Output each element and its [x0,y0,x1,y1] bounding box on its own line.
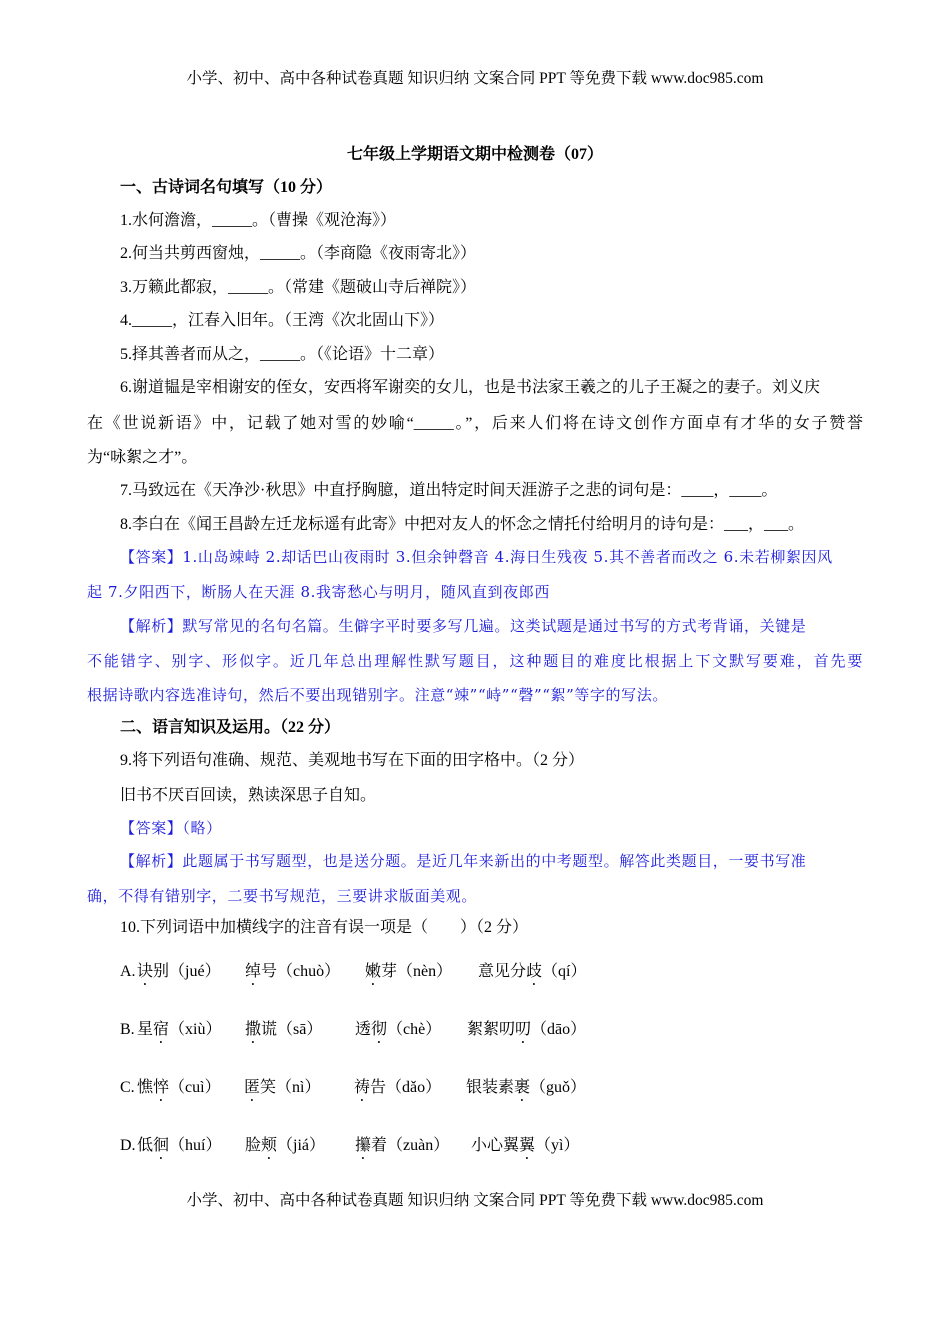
question-1: 1.水何澹澹，_____。（曹操《观沧海》） [120,212,397,229]
emphasized-char: 彻 [371,1021,388,1038]
option-word [137,1136,221,1163]
option-word [365,962,452,989]
document-title: 七年级上学期语文期中检测卷（07） [346,146,603,163]
word-part: 银装素 [466,1079,515,1096]
option-word [245,962,340,989]
emphasized-char: 歧 [526,963,543,980]
emphasized-char: 叨 [515,1021,532,1038]
word-part: 别（jué） [153,963,221,980]
word-part: 絮絮叨 [467,1021,516,1038]
option-word [466,1078,586,1105]
emphasized-char: 裹 [514,1079,531,1096]
word-part: （qí） [542,963,587,980]
question-5: 5.择其善者而从之，_____。（《论语》十二章） [120,346,445,363]
option-label: D. [120,1137,136,1154]
option-word [137,1020,221,1047]
word-part: 号（chuò） [261,963,341,980]
analysis-1-line-2: 不能错字、别字、形似字。近几年总出理解性默写题目，这种题目的难度比根据上下文默写要难，首先要 [87,652,863,670]
word-part: 芽（nèn） [381,963,453,980]
option-word [355,1020,441,1047]
question-10: 10.下列词语中加横线字的注音有误一项是（ ）（2 分） [120,919,529,936]
analysis-9-line-1: 【解析】此题属于书写题型，也是送分题。是近几年来新出的中考题型。解答此类题目，一要书写准 [120,852,807,870]
emphasized-char: 攥 [355,1137,372,1154]
option-word [244,1078,320,1105]
emphasized-char: 绰 [245,963,262,980]
word-part: 低 [137,1137,154,1154]
option-word [355,1136,449,1163]
emphasized-char: 悴 [153,1079,170,1096]
option-word [354,1078,441,1105]
option-word [245,1020,322,1047]
question-7: 7.马致远在《天净沙·秋思》中直抒胸臆，道出特定时间天涯游子之悲的词句是：____，____。 [120,482,778,499]
section-heading-2: 二、语言知识及运用。（22 分） [120,719,341,736]
emphasized-char: 宿 [153,1021,170,1038]
option-word [137,962,221,989]
word-part: 透 [355,1021,372,1038]
question-3: 3.万籁此都寂，_____。（常建《题破山寺后禅院》） [120,279,477,296]
emphasized-char: 颊 [261,1137,278,1154]
word-part: （jiá） [277,1137,326,1154]
word-part: 意见分 [478,963,527,980]
analysis-1-line-3: 根据诗歌内容选准诗句，然后不要出现错别字。注意“竦”“峙”“磬”“絮”等字的写法。 [87,686,668,704]
page-header: 小学、初中、高中各种试卷真题 知识归纳 文案合同 PPT 等免费下载 www.doc985.com [186,70,764,87]
option-label: B. [120,1021,135,1038]
word-part: 谎（sā） [261,1021,323,1038]
option-word [245,1136,325,1163]
answer-1-line-1: 【答案】1.山岛竦峙 2.却话巴山夜雨时 3.但余钟磬音 4.海日生残夜 5.其不善者而改之 6.未若柳絮因风 [120,548,833,566]
word-part: （yì） [535,1137,580,1154]
question-9: 9.将下列语句准确、规范、美观地书写在下面的田字格中。（2 分） [120,752,585,769]
section-heading-1: 一、古诗词名句填写（10 分） [120,179,333,196]
question-4: 4._____，江春入旧年。（王湾《次北固山下》） [120,312,445,329]
word-part: （huí） [169,1137,222,1154]
option-label: C. [120,1079,135,1096]
word-part: （cuì） [169,1079,221,1096]
question-6-line-2: 在《世说新语》中，记载了她对雪的妙喻“_____。”，后来人们将在诗文创作方面卓有才华的女子赞誉 [87,415,863,432]
question-9-text: 旧书不厌百回读，熟读深思子自知。 [120,787,377,804]
emphasized-char: 徊 [153,1137,170,1154]
word-part: 憔 [137,1079,154,1096]
word-part: （guǒ） [530,1079,587,1096]
page-footer: 小学、初中、高中各种试卷真题 知识归纳 文案合同 PPT 等免费下载 www.doc985.com [186,1192,764,1209]
question-2: 2.何当共剪西窗烛，_____。（李商隐《夜雨寄北》） [120,245,477,262]
question-6-line-3: 为“咏絮之才”。 [87,449,198,466]
answer-1-line-2: 起 7.夕阳西下，断肠人在天涯 8.我寄愁心与明月，随风直到夜郎西 [87,583,550,601]
option-word [478,962,586,989]
word-part: （dāo） [531,1021,587,1038]
word-part: 笑（nì） [260,1079,321,1096]
answer-9: 【答案】（略） [120,819,222,837]
emphasized-char: 撒 [245,1021,262,1038]
word-part: 小心翼 [471,1137,520,1154]
word-part: （chè） [387,1021,442,1038]
option-word [467,1020,586,1047]
analysis-1-line-1: 【解析】默写常见的名句名篇。生僻字平时要多写几遍。这类试题是通过书写的方式考背诵，关键是 [120,617,807,635]
question-6-line-1: 6.谢道韫是宰相谢安的侄女，安西将军谢奕的女儿，也是书法家王羲之的儿子王凝之的妻子。刘义庆 [120,379,821,396]
option-word [137,1078,221,1105]
emphasized-char: 祷 [354,1079,371,1096]
option-label: A. [120,963,136,980]
word-part: 脸 [245,1137,262,1154]
word-part: 着（zuàn） [371,1137,450,1154]
word-part: （xiù） [169,1021,222,1038]
analysis-9-line-2: 确，不得有错别字，二要书写规范，三要讲求版面美观。 [87,887,478,905]
question-8: 8.李白在《闻王昌龄左迁龙标遥有此寄》中把对友人的怀念之情托付给明月的诗句是：___，___。 [120,516,805,533]
emphasized-char: 诀 [137,963,154,980]
emphasized-char: 嫩 [365,963,382,980]
word-part: 告（dǎo） [370,1079,442,1096]
emphasized-char: 匿 [244,1079,261,1096]
word-part: 星 [137,1021,154,1038]
emphasized-char: 翼 [519,1137,536,1154]
option-word [471,1136,579,1163]
